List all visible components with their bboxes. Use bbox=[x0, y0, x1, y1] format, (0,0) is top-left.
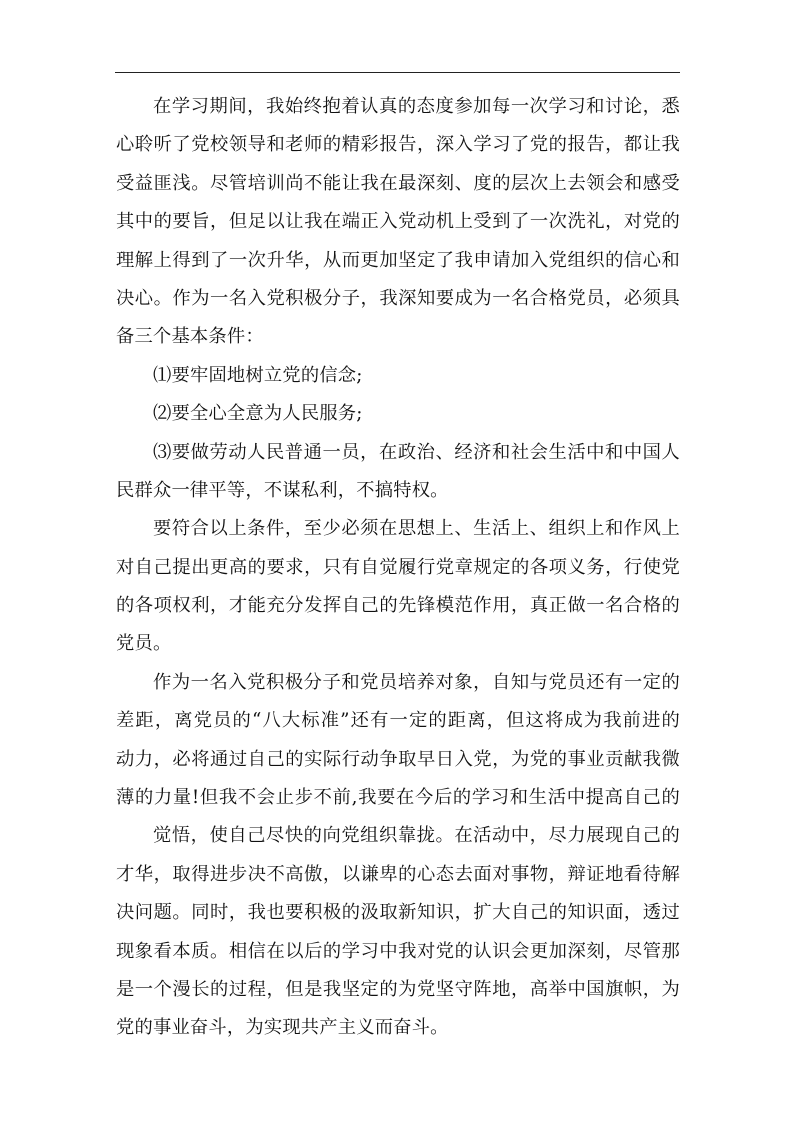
paragraph-line: 受益匪浅。尽管培训尚不能让我在最深刻、度的层次上去领会和感受 bbox=[116, 172, 680, 194]
paragraph-line: 决心。作为一名入党积极分子，我深知要成为一名合格党员，必须具 bbox=[116, 287, 680, 309]
paragraph-line: 党员。 bbox=[116, 633, 172, 655]
paragraph-line: 其中的要旨，但足以让我在端正入党动机上受到了一次洗礼，对党的 bbox=[116, 211, 680, 233]
paragraph-line: 的各项权利，才能充分发挥自己的先锋模范作用，真正做一名合格的 bbox=[116, 595, 680, 617]
paragraph-line: 才华，取得进步决不高傲，以谦卑的心态去面对事物，辩证地看待解 bbox=[116, 863, 680, 885]
paragraph-line: 要符合以上条件，至少必须在思想上、生活上、组织上和作风上 bbox=[153, 518, 680, 540]
list-item-continuation: 民群众一律平等，不谋私利，不搞特权。 bbox=[116, 479, 449, 501]
paragraph-line: 薄的力量!但我不会止步不前,我要在今后的学习和生活中提高自己的 bbox=[116, 787, 680, 809]
paragraph-line: 心聆听了党校领导和老师的精彩报告，深入学习了党的报告，都让我 bbox=[116, 134, 680, 156]
paragraph-line: 党的事业奋斗，为实现共产主义而奋斗。 bbox=[116, 1017, 449, 1039]
paragraph-line: 对自己提出更高的要求，只有自觉履行党章规定的各项义务，行使党 bbox=[116, 556, 680, 578]
paragraph-line: 动力，必将通过自己的实际行动争取早日入党，为党的事业贡献我微 bbox=[116, 748, 680, 770]
paragraph-line: 在学习期间，我始终抱着认真的态度参加每一次学习和讨论，悉 bbox=[153, 96, 680, 117]
list-item: ⑴要牢固地树立党的信念; bbox=[153, 364, 363, 386]
paragraph-line: 决问题。同时，我也要积极的汲取新知识，扩大自己的知识面，透过 bbox=[116, 902, 680, 924]
header-rule bbox=[115, 72, 680, 73]
paragraph-line: 觉悟，使自己尽快的向党组织靠拢。在活动中，尽力展现自己的 bbox=[153, 825, 680, 847]
paragraph-line: 现象看本质。相信在以后的学习中我对党的认识会更加深刻，尽管那 bbox=[116, 940, 680, 962]
paragraph-line: 理解上得到了一次升华，从而更加坚定了我申请加入党组织的信心和 bbox=[116, 249, 680, 271]
paragraph-line: 作为一名入党积极分子和党员培养对象，自知与党员还有一定的 bbox=[153, 671, 680, 693]
paragraph-line: 是一个漫长的过程，但是我坚定的为党坚守阵地，高举中国旗帜，为 bbox=[116, 978, 680, 1000]
body-text bbox=[116, 88, 680, 1048]
paragraph-line: 差距，离党员的“八大标准”还有一定的距离，但这将成为我前进的 bbox=[116, 710, 680, 732]
list-item: ⑵要全心全意为人民服务; bbox=[153, 403, 363, 425]
paragraph-line: 备三个基本条件： bbox=[116, 326, 264, 348]
list-item: ⑶要做劳动人民普通一员，在政治、经济和社会生活中和中国人 bbox=[153, 441, 680, 463]
